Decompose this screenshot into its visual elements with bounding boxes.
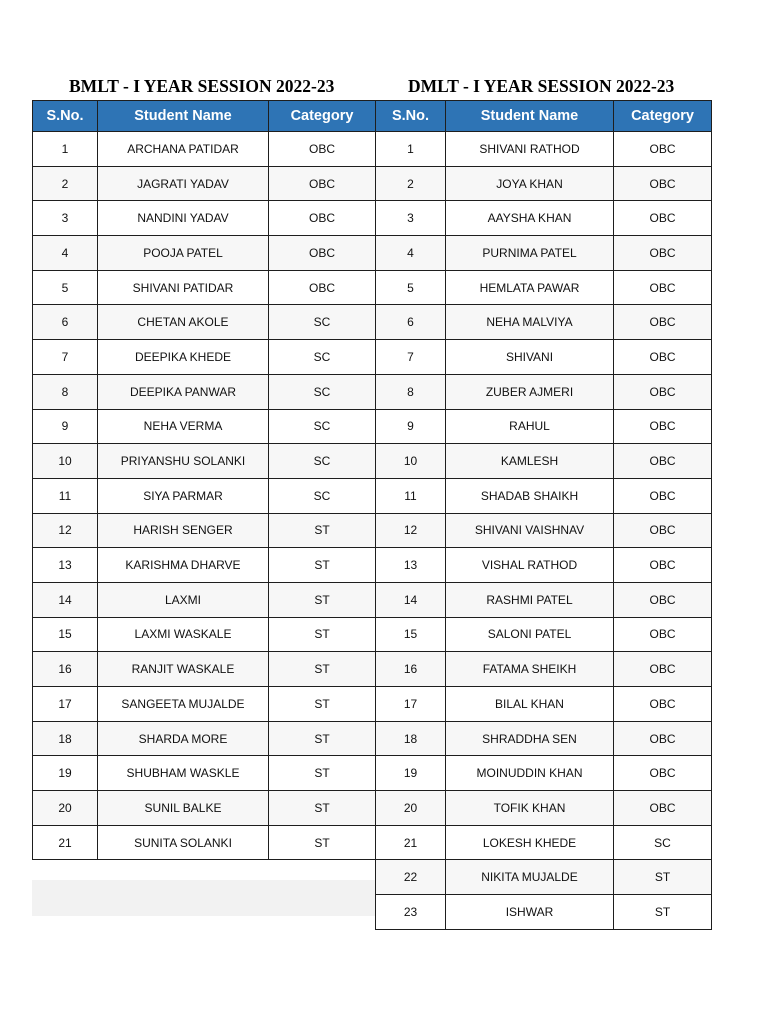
table-row bbox=[376, 652, 712, 687]
sno-cell: 3 bbox=[376, 201, 446, 236]
sno-cell: 13 bbox=[33, 548, 98, 583]
student-name-cell: JOYA KHAN bbox=[446, 166, 614, 201]
sno-cell: 16 bbox=[33, 652, 98, 687]
category-header: Category bbox=[269, 101, 376, 132]
category-cell: OBC bbox=[269, 236, 376, 271]
sno-cell: 11 bbox=[33, 478, 98, 513]
category-cell: OBC bbox=[614, 166, 712, 201]
sno-cell: 20 bbox=[33, 791, 98, 826]
student-name-cell: LAXMI bbox=[98, 582, 269, 617]
table-row bbox=[376, 236, 712, 271]
student-name-cell: SIYA PARMAR bbox=[98, 478, 269, 513]
sno-cell: 20 bbox=[376, 791, 446, 826]
student-name-cell: SHIVANI VAISHNAV bbox=[446, 513, 614, 548]
category-cell: SC bbox=[269, 374, 376, 409]
sno-cell: 4 bbox=[33, 236, 98, 271]
student-name-cell: SALONI PATEL bbox=[446, 617, 614, 652]
table-row bbox=[33, 374, 376, 409]
category-cell: OBC bbox=[614, 791, 712, 826]
category-cell: ST bbox=[269, 791, 376, 826]
category-cell: SC bbox=[614, 825, 712, 860]
student-name-cell: LOKESH KHEDE bbox=[446, 825, 614, 860]
table-row bbox=[376, 756, 712, 791]
student-name-cell: ARCHANA PATIDAR bbox=[98, 132, 269, 167]
table-row bbox=[33, 825, 376, 860]
sno-cell: 15 bbox=[33, 617, 98, 652]
sno-cell: 7 bbox=[33, 340, 98, 375]
student-name-cell: CHETAN AKOLE bbox=[98, 305, 269, 340]
table-row bbox=[376, 409, 712, 444]
sno-cell: 16 bbox=[376, 652, 446, 687]
sno-cell: 14 bbox=[376, 582, 446, 617]
sno-cell: 10 bbox=[33, 444, 98, 479]
category-cell: OBC bbox=[614, 721, 712, 756]
table-row bbox=[376, 860, 712, 895]
sno-cell: 17 bbox=[376, 687, 446, 722]
table-row bbox=[33, 236, 376, 271]
sno-cell: 11 bbox=[376, 478, 446, 513]
category-cell: OBC bbox=[614, 132, 712, 167]
sno-cell: 2 bbox=[376, 166, 446, 201]
sno-cell: 7 bbox=[376, 340, 446, 375]
category-cell: OBC bbox=[269, 270, 376, 305]
table-row bbox=[33, 270, 376, 305]
student-name-cell: SUNIL BALKE bbox=[98, 791, 269, 826]
table-row bbox=[376, 548, 712, 583]
table-row bbox=[376, 132, 712, 167]
student-name-cell: KARISHMA DHARVE bbox=[98, 548, 269, 583]
sno-cell: 2 bbox=[33, 166, 98, 201]
student-name-cell: SANGEETA MUJALDE bbox=[98, 687, 269, 722]
student-name-cell: MOINUDDIN KHAN bbox=[446, 756, 614, 791]
category-cell: OBC bbox=[614, 236, 712, 271]
student-name-cell: DEEPIKA KHEDE bbox=[98, 340, 269, 375]
category-cell: SC bbox=[269, 409, 376, 444]
student-name-cell: PRIYANSHU SOLANKI bbox=[98, 444, 269, 479]
category-cell: OBC bbox=[614, 305, 712, 340]
category-cell: OBC bbox=[614, 340, 712, 375]
sno-cell: 6 bbox=[376, 305, 446, 340]
student-name-cell: SHUBHAM WASKLE bbox=[98, 756, 269, 791]
sno-cell: 5 bbox=[376, 270, 446, 305]
student-name-cell: JAGRATI YADAV bbox=[98, 166, 269, 201]
table-row bbox=[33, 687, 376, 722]
student-name-cell: SUNITA SOLANKI bbox=[98, 825, 269, 860]
sno-cell: 18 bbox=[33, 721, 98, 756]
sno-cell: 23 bbox=[376, 895, 446, 930]
category-cell: OBC bbox=[614, 548, 712, 583]
sno-cell: 9 bbox=[376, 409, 446, 444]
table-row bbox=[33, 166, 376, 201]
table-row bbox=[33, 444, 376, 479]
table-row bbox=[33, 409, 376, 444]
table-row bbox=[376, 513, 712, 548]
sno-cell: 12 bbox=[33, 513, 98, 548]
student-name-cell: RANJIT WASKALE bbox=[98, 652, 269, 687]
category-header: Category bbox=[614, 101, 712, 132]
student-name-cell: SHIVANI bbox=[446, 340, 614, 375]
table-row bbox=[376, 582, 712, 617]
sno-cell: 19 bbox=[33, 756, 98, 791]
table-row bbox=[376, 444, 712, 479]
category-cell: OBC bbox=[614, 582, 712, 617]
table-header-row bbox=[33, 101, 376, 132]
category-cell: OBC bbox=[614, 513, 712, 548]
category-cell: ST bbox=[269, 756, 376, 791]
sno-cell: 1 bbox=[33, 132, 98, 167]
table-row bbox=[33, 721, 376, 756]
category-cell: OBC bbox=[614, 617, 712, 652]
category-cell: ST bbox=[269, 617, 376, 652]
table-row bbox=[33, 513, 376, 548]
bmlt-section-title: BMLT - I YEAR SESSION 2022-23 bbox=[69, 76, 335, 96]
category-cell: ST bbox=[614, 860, 712, 895]
table-row bbox=[376, 374, 712, 409]
sno-cell: 9 bbox=[33, 409, 98, 444]
table-row bbox=[376, 825, 712, 860]
category-cell: OBC bbox=[614, 201, 712, 236]
student-name-cell: HEMLATA PAWAR bbox=[446, 270, 614, 305]
student-name-cell: RASHMI PATEL bbox=[446, 582, 614, 617]
student-name-cell: KAMLESH bbox=[446, 444, 614, 479]
sno-cell: 17 bbox=[33, 687, 98, 722]
student-name-cell: NEHA VERMA bbox=[98, 409, 269, 444]
student-name-cell: NANDINI YADAV bbox=[98, 201, 269, 236]
category-cell: SC bbox=[269, 478, 376, 513]
sno-cell: 14 bbox=[33, 582, 98, 617]
sno-cell: 6 bbox=[33, 305, 98, 340]
table-row bbox=[33, 791, 376, 826]
table-row bbox=[376, 687, 712, 722]
sno-cell: 18 bbox=[376, 721, 446, 756]
student-name-cell: NIKITA MUJALDE bbox=[446, 860, 614, 895]
category-cell: OBC bbox=[614, 687, 712, 722]
category-cell: SC bbox=[269, 444, 376, 479]
table-row bbox=[33, 652, 376, 687]
category-cell: ST bbox=[269, 513, 376, 548]
sno-cell: 19 bbox=[376, 756, 446, 791]
sno-cell: 21 bbox=[33, 825, 98, 860]
table-row bbox=[33, 617, 376, 652]
category-cell: SC bbox=[269, 305, 376, 340]
table-row bbox=[376, 166, 712, 201]
bmlt-student-table bbox=[32, 100, 376, 860]
table-row bbox=[33, 132, 376, 167]
table-row bbox=[33, 548, 376, 583]
sno-cell: 10 bbox=[376, 444, 446, 479]
category-cell: OBC bbox=[614, 478, 712, 513]
student-name-cell: FATAMA SHEIKH bbox=[446, 652, 614, 687]
student-name-cell: ISHWAR bbox=[446, 895, 614, 930]
student-name-cell: BILAL KHAN bbox=[446, 687, 614, 722]
category-cell: ST bbox=[269, 548, 376, 583]
category-cell: OBC bbox=[269, 166, 376, 201]
category-cell: ST bbox=[269, 582, 376, 617]
category-cell: OBC bbox=[614, 756, 712, 791]
sno-cell: 4 bbox=[376, 236, 446, 271]
student-name-header: Student Name bbox=[446, 101, 614, 132]
student-name-cell: NEHA MALVIYA bbox=[446, 305, 614, 340]
category-cell: OBC bbox=[614, 270, 712, 305]
student-name-cell: SHARDA MORE bbox=[98, 721, 269, 756]
student-name-cell: VISHAL RATHOD bbox=[446, 548, 614, 583]
student-name-header: Student Name bbox=[98, 101, 269, 132]
table-row bbox=[376, 895, 712, 930]
category-cell: ST bbox=[269, 825, 376, 860]
table-row bbox=[376, 721, 712, 756]
sno-cell: 13 bbox=[376, 548, 446, 583]
sno-cell: 12 bbox=[376, 513, 446, 548]
left-table-filler bbox=[32, 880, 375, 916]
category-cell: ST bbox=[614, 895, 712, 930]
student-name-cell: TOFIK KHAN bbox=[446, 791, 614, 826]
category-cell: OBC bbox=[614, 409, 712, 444]
table-row bbox=[33, 340, 376, 375]
student-name-cell: SHIVANI RATHOD bbox=[446, 132, 614, 167]
sno-cell: 3 bbox=[33, 201, 98, 236]
sno-cell: 5 bbox=[33, 270, 98, 305]
student-name-cell: RAHUL bbox=[446, 409, 614, 444]
student-name-cell: ZUBER AJMERI bbox=[446, 374, 614, 409]
table-row bbox=[33, 305, 376, 340]
student-name-cell: POOJA PATEL bbox=[98, 236, 269, 271]
category-cell: ST bbox=[269, 721, 376, 756]
sno-cell: 8 bbox=[33, 374, 98, 409]
table-row bbox=[376, 201, 712, 236]
category-cell: OBC bbox=[614, 374, 712, 409]
sno-cell: 1 bbox=[376, 132, 446, 167]
student-name-cell: HARISH SENGER bbox=[98, 513, 269, 548]
category-cell: OBC bbox=[614, 444, 712, 479]
dmlt-section-title: DMLT - I YEAR SESSION 2022-23 bbox=[408, 76, 675, 96]
table-row bbox=[376, 478, 712, 513]
table-row bbox=[376, 340, 712, 375]
sno-cell: 21 bbox=[376, 825, 446, 860]
table-header-row bbox=[376, 101, 712, 132]
category-cell: OBC bbox=[269, 132, 376, 167]
category-cell: OBC bbox=[269, 201, 376, 236]
student-name-cell: PURNIMA PATEL bbox=[446, 236, 614, 271]
student-name-cell: SHRADDHA SEN bbox=[446, 721, 614, 756]
sno-header: S.No. bbox=[376, 101, 446, 132]
student-name-cell: SHIVANI PATIDAR bbox=[98, 270, 269, 305]
table-row bbox=[376, 791, 712, 826]
table-row bbox=[33, 201, 376, 236]
student-name-cell: SHADAB SHAIKH bbox=[446, 478, 614, 513]
dmlt-student-table bbox=[375, 100, 712, 930]
sno-cell: 8 bbox=[376, 374, 446, 409]
table-row bbox=[33, 478, 376, 513]
table-row bbox=[376, 270, 712, 305]
table-row bbox=[376, 305, 712, 340]
table-row bbox=[376, 617, 712, 652]
category-cell: OBC bbox=[614, 652, 712, 687]
student-name-cell: LAXMI WASKALE bbox=[98, 617, 269, 652]
sno-cell: 15 bbox=[376, 617, 446, 652]
table-row bbox=[33, 582, 376, 617]
category-cell: ST bbox=[269, 687, 376, 722]
table-row bbox=[33, 756, 376, 791]
sno-cell: 22 bbox=[376, 860, 446, 895]
student-name-cell: DEEPIKA PANWAR bbox=[98, 374, 269, 409]
category-cell: SC bbox=[269, 340, 376, 375]
category-cell: ST bbox=[269, 652, 376, 687]
student-name-cell: AAYSHA KHAN bbox=[446, 201, 614, 236]
sno-header: S.No. bbox=[33, 101, 98, 132]
